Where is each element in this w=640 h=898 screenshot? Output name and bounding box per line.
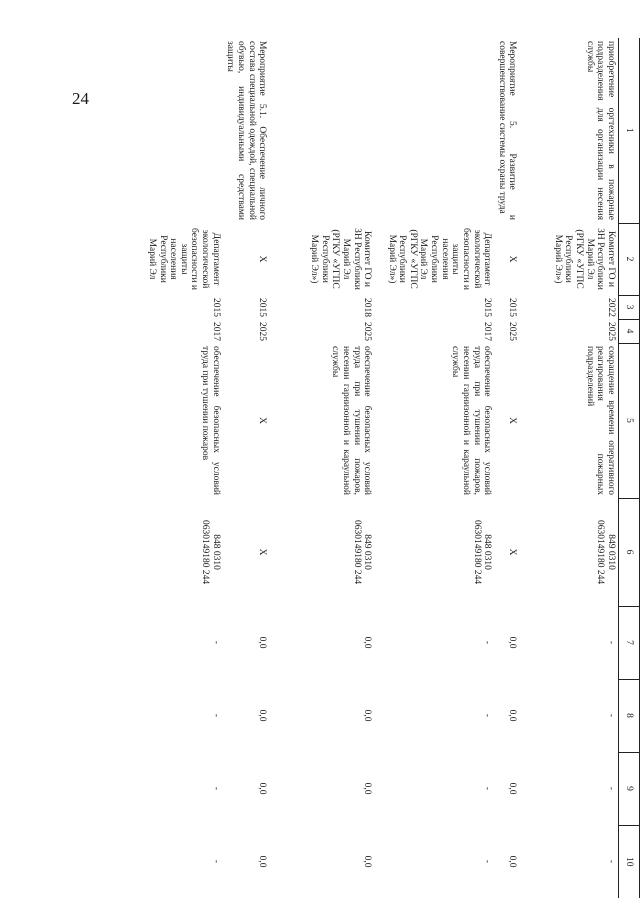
result-cell: X xyxy=(257,417,268,424)
table-row xyxy=(374,38,494,898)
result-cell: сокращение времени оперативного реагирования пожарных подразделений xyxy=(584,346,616,495)
budget-code-line: 0630149180 244 xyxy=(351,519,362,585)
executor-cell: X xyxy=(507,255,518,263)
value-cell: - xyxy=(210,786,221,791)
value-cell: - xyxy=(482,859,493,864)
header-row xyxy=(619,38,640,898)
program-events-table xyxy=(143,38,640,898)
year-start-cell: 2015 xyxy=(507,298,518,317)
header-cell: 5 xyxy=(619,343,640,498)
header-cell: 6 xyxy=(619,498,640,606)
budget-code-line: 849 0310 xyxy=(362,534,373,570)
header-cell: 9 xyxy=(619,752,640,825)
table-row xyxy=(270,38,374,898)
budget-code-line: 849 0310 xyxy=(606,534,616,570)
table-row xyxy=(223,38,271,898)
header-cell: 3 xyxy=(619,295,640,319)
value-cell: - xyxy=(482,786,493,791)
year-end-cell: 2025 xyxy=(362,322,373,341)
value-cell: 0,0 xyxy=(507,636,518,649)
event-cell xyxy=(143,38,223,223)
value-cell: - xyxy=(606,859,616,864)
year-start-cell: 2018 xyxy=(362,298,373,317)
budget-code-line: X xyxy=(507,548,518,556)
header-cell: 1 xyxy=(619,38,640,223)
budget-code-cell xyxy=(143,498,223,606)
value-cell: 0,0 xyxy=(257,709,268,722)
year-end-cell: 2025 xyxy=(606,322,616,341)
event-cell xyxy=(374,38,494,223)
value-cell: 0,0 xyxy=(362,636,373,649)
rotated-table-sheet xyxy=(120,38,640,898)
value-cell: - xyxy=(210,713,221,718)
value-cell: - xyxy=(606,640,616,645)
year-end-cell: 2017 xyxy=(210,322,221,341)
header-cell: 8 xyxy=(619,679,640,752)
budget-code-cell xyxy=(223,498,271,606)
value-cell: - xyxy=(606,713,616,718)
value-cell: 0,0 xyxy=(362,782,373,795)
budget-code-line: 0630149180 244 xyxy=(595,519,606,585)
budget-code-cell xyxy=(521,498,619,606)
value-cell: 0,0 xyxy=(507,782,518,795)
header-cell: 7 xyxy=(619,606,640,679)
budget-code-line: 0630149180 244 xyxy=(471,519,482,585)
table-row xyxy=(521,38,619,898)
executor-cell: Комитет ГО и ЗН Республики Марий Эл (РГКУ «УГПС Республики Марий Эл») xyxy=(309,228,373,290)
result-cell: обеспечение безопасных условий труда при тушении пожаров, несении гарнизонной и караульной службы xyxy=(450,346,493,495)
year-end-cell: 2025 xyxy=(507,322,518,341)
value-cell: 0,0 xyxy=(362,709,373,722)
value-cell: - xyxy=(482,713,493,718)
header-cell: 2 xyxy=(619,223,640,295)
value-cell: - xyxy=(482,640,493,645)
event-cell: Мероприятие 5. Развитие и совершенствование системы охраны труда xyxy=(496,41,518,220)
budget-code-line: 0630149180 244 xyxy=(200,519,211,585)
year-start-cell: 2015 xyxy=(257,298,268,317)
value-cell: 0,0 xyxy=(257,855,268,868)
year-start-cell: 2015 xyxy=(482,298,493,317)
value-cell: 0,0 xyxy=(362,855,373,868)
executor-cell: Комитет ГО и ЗН Республики Марий Эл (РГКУ «УГПС Республики Марий Эл») xyxy=(552,228,616,290)
budget-code-cell xyxy=(374,498,494,606)
budget-code-cell xyxy=(270,498,374,606)
year-end-cell: 2025 xyxy=(257,322,268,341)
year-start-cell: 2015 xyxy=(210,298,221,317)
value-cell: - xyxy=(210,640,221,645)
budget-code-cell xyxy=(494,498,520,606)
result-cell: X xyxy=(507,417,518,424)
budget-code-line: 848 0310 xyxy=(482,534,493,570)
year-end-cell: 2017 xyxy=(482,322,493,341)
result-cell: обеспечение безопасных условий труда при тушении пожаров, несении гарнизонной и караульной службы xyxy=(330,346,373,495)
value-cell: - xyxy=(606,786,616,791)
table-row xyxy=(143,38,223,898)
value-cell: 0,0 xyxy=(507,709,518,722)
page-number: 24 xyxy=(72,89,89,108)
value-cell: 0,0 xyxy=(507,855,518,868)
budget-code-line: 848 0310 xyxy=(210,534,221,570)
header-cell: 4 xyxy=(619,319,640,343)
budget-code-line: X xyxy=(257,548,268,556)
year-start-cell: 2022 xyxy=(606,298,616,317)
table-row xyxy=(494,38,520,898)
event-cell xyxy=(270,38,374,223)
executor-cell: Департамент экологической безопасности и защиты населения Республики Марий Эл xyxy=(147,228,221,290)
value-cell: 0,0 xyxy=(257,782,268,795)
value-cell: 0,0 xyxy=(257,636,268,649)
header-cell: 10 xyxy=(619,825,640,898)
executor-cell: Департамент экологической безопасности и защиты населения Республики Марий Эл (РГКУ «УГПС Республики Марий Эл») xyxy=(386,228,493,290)
value-cell: - xyxy=(210,859,221,864)
result-cell: обеспечение безопасных условий труда при тушении пожаров xyxy=(200,346,221,495)
executor-cell: X xyxy=(257,255,268,263)
event-cell: приобретение оргтехники в пожарные подразделения для организации несения службы xyxy=(584,41,616,220)
event-cell: Мероприятие 5.1. Обеспечение личного состава специальной одеждой, специальной обувью, индивидуальными средствами защиты xyxy=(225,41,268,220)
